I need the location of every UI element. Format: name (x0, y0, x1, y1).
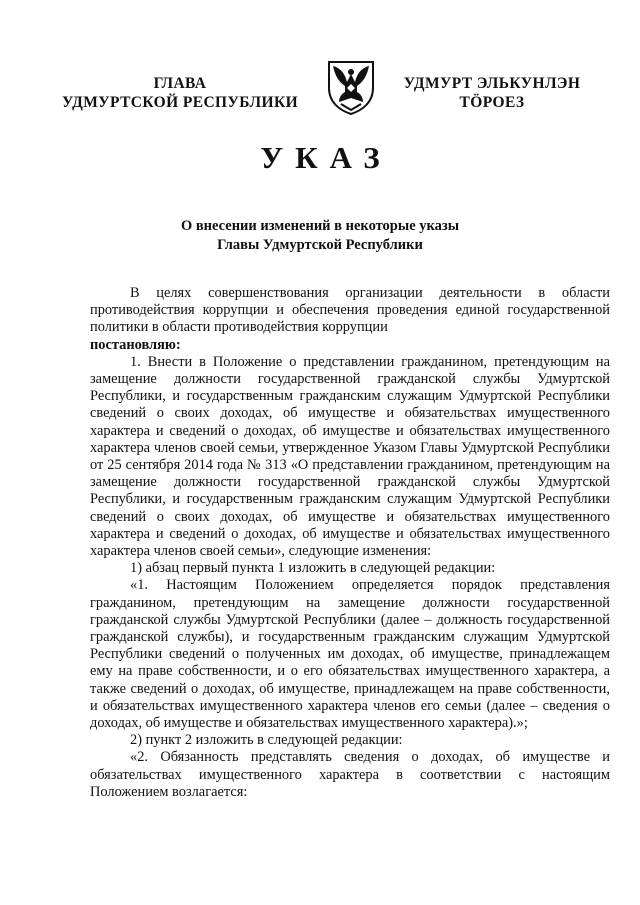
intro-paragraph: В целях совершенствования организации деятельности в области противодействия коррупции и обеспечения проведения единой государственной политики в области противодействия коррупции (90, 285, 610, 336)
header-right (382, 74, 602, 112)
subject-line1: О внесении изменений в некоторые указы (180, 218, 460, 234)
document-body (90, 285, 610, 801)
document-subject (120, 217, 520, 255)
paragraph-1-2: 2) пункт 2 изложить в следующей редакции: (130, 732, 403, 749)
header-left-line2: УДМУРТСКОЙ РЕСПУБЛИКИ (61, 94, 299, 111)
subject-line2: Главы Удмуртской Республики (217, 237, 423, 253)
paragraph-1-2-quote: «2. Обязанность представлять сведения о доходах, об имуществе и обязательствах имущественного характера в соответствии с настоящим Положением возлагается: (90, 749, 610, 800)
header-left (60, 74, 300, 112)
header-right-line2: ТӦРОЕЗ (459, 94, 525, 111)
paragraph-1-1-quote: «1. Настоящим Положением определяется порядок представления гражданином, претендующим на замещение должности государственной гражданской службы Удмуртской Республики (далее – должность государственной гражданской службы), и государственным гражданским служащим Удмуртской Республики сведений о полученных им доходах, об имуществе, принадлежащем ему на праве собственности, и о его обязательствах имущественного характера, а также сведений о доходах, об имуществе, принадлежащем на праве собственности, и обязательствах имущественного характера членов его семьи (далее – сведения о доходах, об имуществе и обязательствах имущественного характера).»; (90, 577, 610, 732)
decree-word: постановляю: (90, 336, 181, 353)
coat-of-arms-icon (323, 58, 379, 116)
document-title: УКАЗ (260, 140, 392, 175)
header-left-line1: ГЛАВА (153, 75, 207, 92)
header-right-line1: УДМУРТ ЭЛЬКУНЛЭН (403, 75, 581, 92)
paragraph-1-1: 1) абзац первый пункта 1 изложить в следующей редакции: (130, 560, 496, 577)
paragraph-1: 1. Внести в Положение о представлении гражданином, претендующим на замещение должности государственной гражданской службы Удмуртской Республики, и государственным гражданским служащим Удмуртской Республики сведений о своих доходах, об имуществе и обязательствах имущественного характера и сведений о доходах, об имуществе и обязательствах имущественного характера членов своей семьи, утвержденное Указом Главы Удмуртской Республики от 25 сентября 2014 года № 313 «О представлении гражданином, претендующим на замещение должности государственной гражданской службы Удмуртской Республики, и государственным гражданским служащим Удмуртской Республики сведений о своих доходах, об имуществе и обязательствах имущественного характера и сведений о доходах, об имуществе и обязательствах имущественного характера членов своей семьи», следующие изменения: (90, 353, 610, 560)
